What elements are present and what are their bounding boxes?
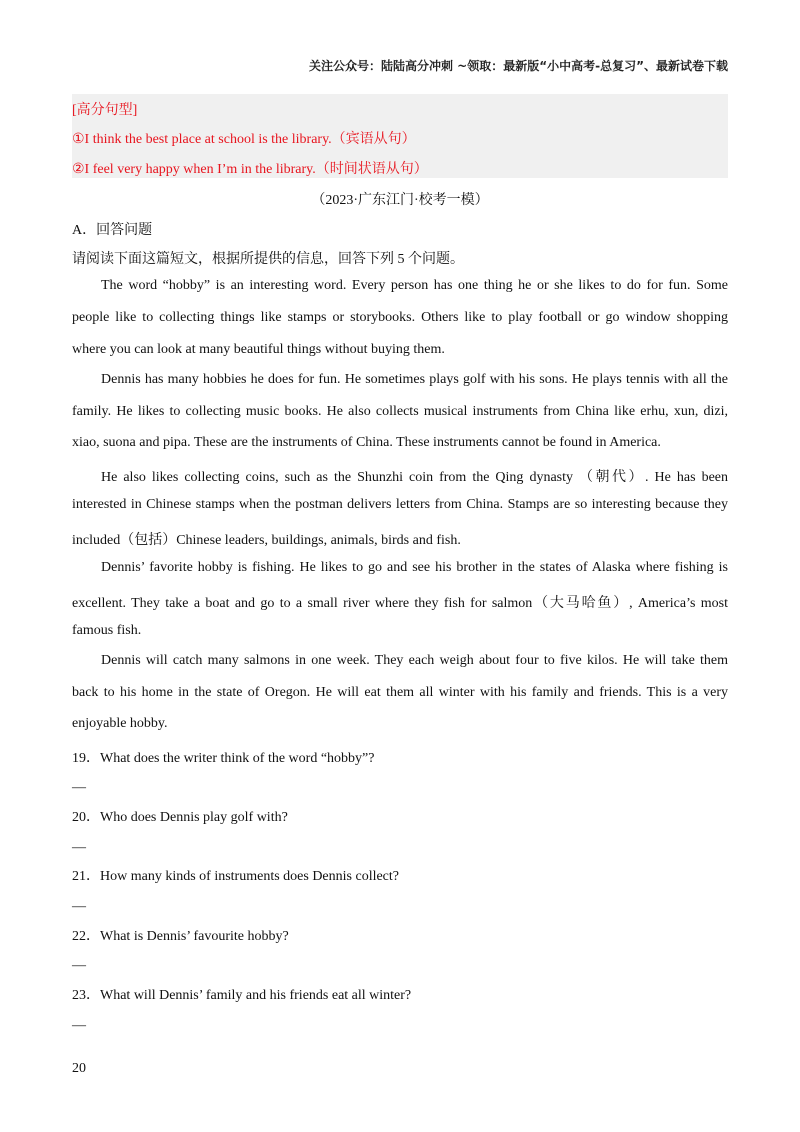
question-23: 23．What will Dennis’ family and his friends eat all winter? (72, 988, 412, 1003)
passage-line: The word “hobby” is an interesting word. Every person has one thing he or she likes to do for fun. Some (101, 278, 728, 293)
passage-line: excellent. They take a boat and go to a small river where they fish for salmon（大马哈鱼）, America’s most (72, 596, 728, 611)
passage-line: family. He likes to collecting music books. He also collects musical instruments from China like erhu, xun, dizi, (72, 404, 728, 419)
question-20: 20．Who does Dennis play golf with? (72, 810, 288, 825)
passage-line: He also likes collecting coins, such as the Shunzhi coin from the Qing dynasty （朝代）. He has been (101, 470, 728, 485)
passage-line: famous fish. (72, 623, 142, 638)
exam-source: （2023·广东江门·校考一模） (311, 193, 489, 208)
answer-blank-22[interactable]: — (72, 958, 86, 973)
passage-line: enjoyable hobby. (72, 716, 168, 731)
answer-blank-19[interactable]: — (72, 780, 86, 795)
section-title: A．回答问题 (72, 223, 153, 238)
answer-blank-20[interactable]: — (72, 840, 86, 855)
answer-blank-23[interactable]: — (72, 1018, 86, 1033)
tip-sentence-1: ①I think the best place at school is the library.（宾语从句） (72, 132, 416, 147)
question-21: 21．How many kinds of instruments does Dennis collect? (72, 869, 400, 884)
passage-line: included（包括）Chinese leaders, buildings, animals, birds and fish. (72, 533, 461, 548)
answer-blank-21[interactable]: — (72, 899, 86, 914)
page-number: 20 (72, 1061, 86, 1076)
section-instruction: 请阅读下面这篇短文，根据所提供的信息，回答下列 5 个问题。 (72, 252, 464, 267)
passage-line: Dennis has many hobbies he does for fun. He sometimes plays golf with his sons. He plays tennis with all the (101, 372, 728, 387)
passage-line: back to his home in the state of Oregon. He will eat them all winter with his family and friends. This is a very (72, 685, 728, 700)
passage-line: xiao, suona and pipa. These are the instruments of China. These instruments cannot be found in America. (72, 435, 661, 450)
passage-line: interested in Chinese stamps when the postman delivers letters from China. Stamps are so interesting because they (72, 497, 728, 512)
question-19: 19．What does the writer think of the word “hobby”? (72, 751, 375, 766)
passage-line: where you can look at many beautiful things without buying them. (72, 342, 445, 357)
tip-title: [高分句型] (72, 103, 138, 118)
tip-sentence-2: ②I feel very happy when I’m in the library.（时间状语从句） (72, 162, 428, 177)
passage-line: people like to collecting things like stamps or storybooks. Others like to play football or go window shopping (72, 310, 728, 325)
passage-line: Dennis will catch many salmons in one week. They each weigh about four to five kilos. He will take them (101, 653, 728, 668)
question-22: 22．What is Dennis’ favourite hobby? (72, 929, 289, 944)
passage-line: Dennis’ favorite hobby is fishing. He likes to go and see his brother in the states of Alaska where fishing is (101, 560, 728, 575)
page-header: 关注公众号：陆陆高分冲刺 ~领取：最新版“小中高考-总复习”、最新试卷下载 (309, 59, 728, 73)
